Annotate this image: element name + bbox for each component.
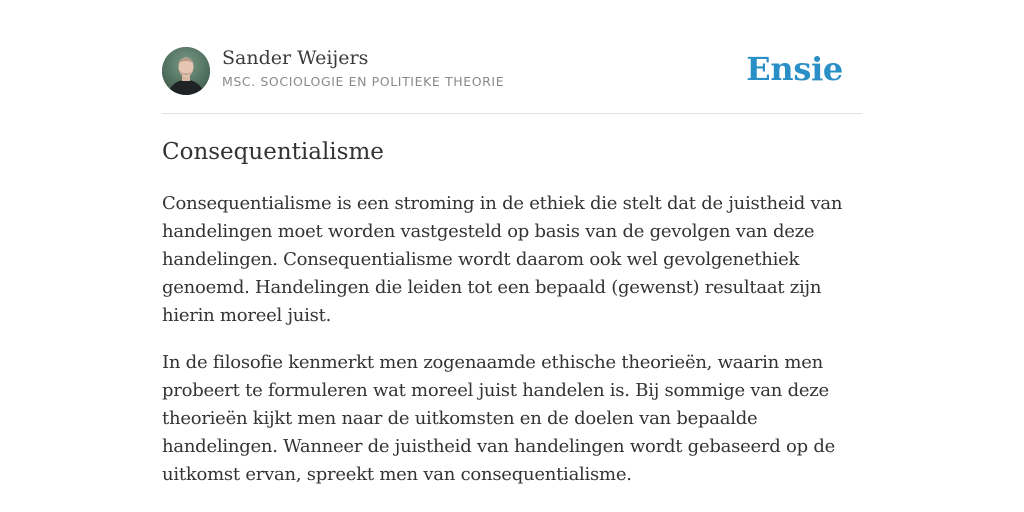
author-credentials: MSC. SOCIOLOGIE EN POLITIEKE THEORIE <box>222 74 505 89</box>
author-avatar[interactable] <box>162 47 210 95</box>
article-card <box>162 0 862 485</box>
article-title: Consequentialisme <box>162 139 384 165</box>
author-header <box>162 0 862 114</box>
ensie-logo[interactable]: Ensie <box>746 50 843 88</box>
article-paragraph: Consequentialisme is een stroming in de ethiek die stelt dat de juistheid van handelingen moet worden vastgesteld op basis van de gevolgen van deze handelingen. Consequentialisme wordt daarom ook wel gevolgenethiek genoemd. Handelingen die leiden tot een bepaald (gewenst) resultaat zijn hierin moreel juist. <box>162 193 843 326</box>
author-name[interactable]: Sander Weijers <box>222 47 369 69</box>
article-paragraph: In de filosofie kenmerkt men zogenaamde ethische theorieën, waarin men probeert te formuleren wat moreel juist handelen is. Bij sommige van deze theorieën kijkt men naar de uitkomsten en de doelen van bepaalde handelingen. Wanneer de juistheid van handelingen wordt gebaseerd op de uitkomst ervan, spreekt men van consequentialisme. <box>162 352 835 485</box>
person-photo-avatar-icon <box>162 47 210 95</box>
